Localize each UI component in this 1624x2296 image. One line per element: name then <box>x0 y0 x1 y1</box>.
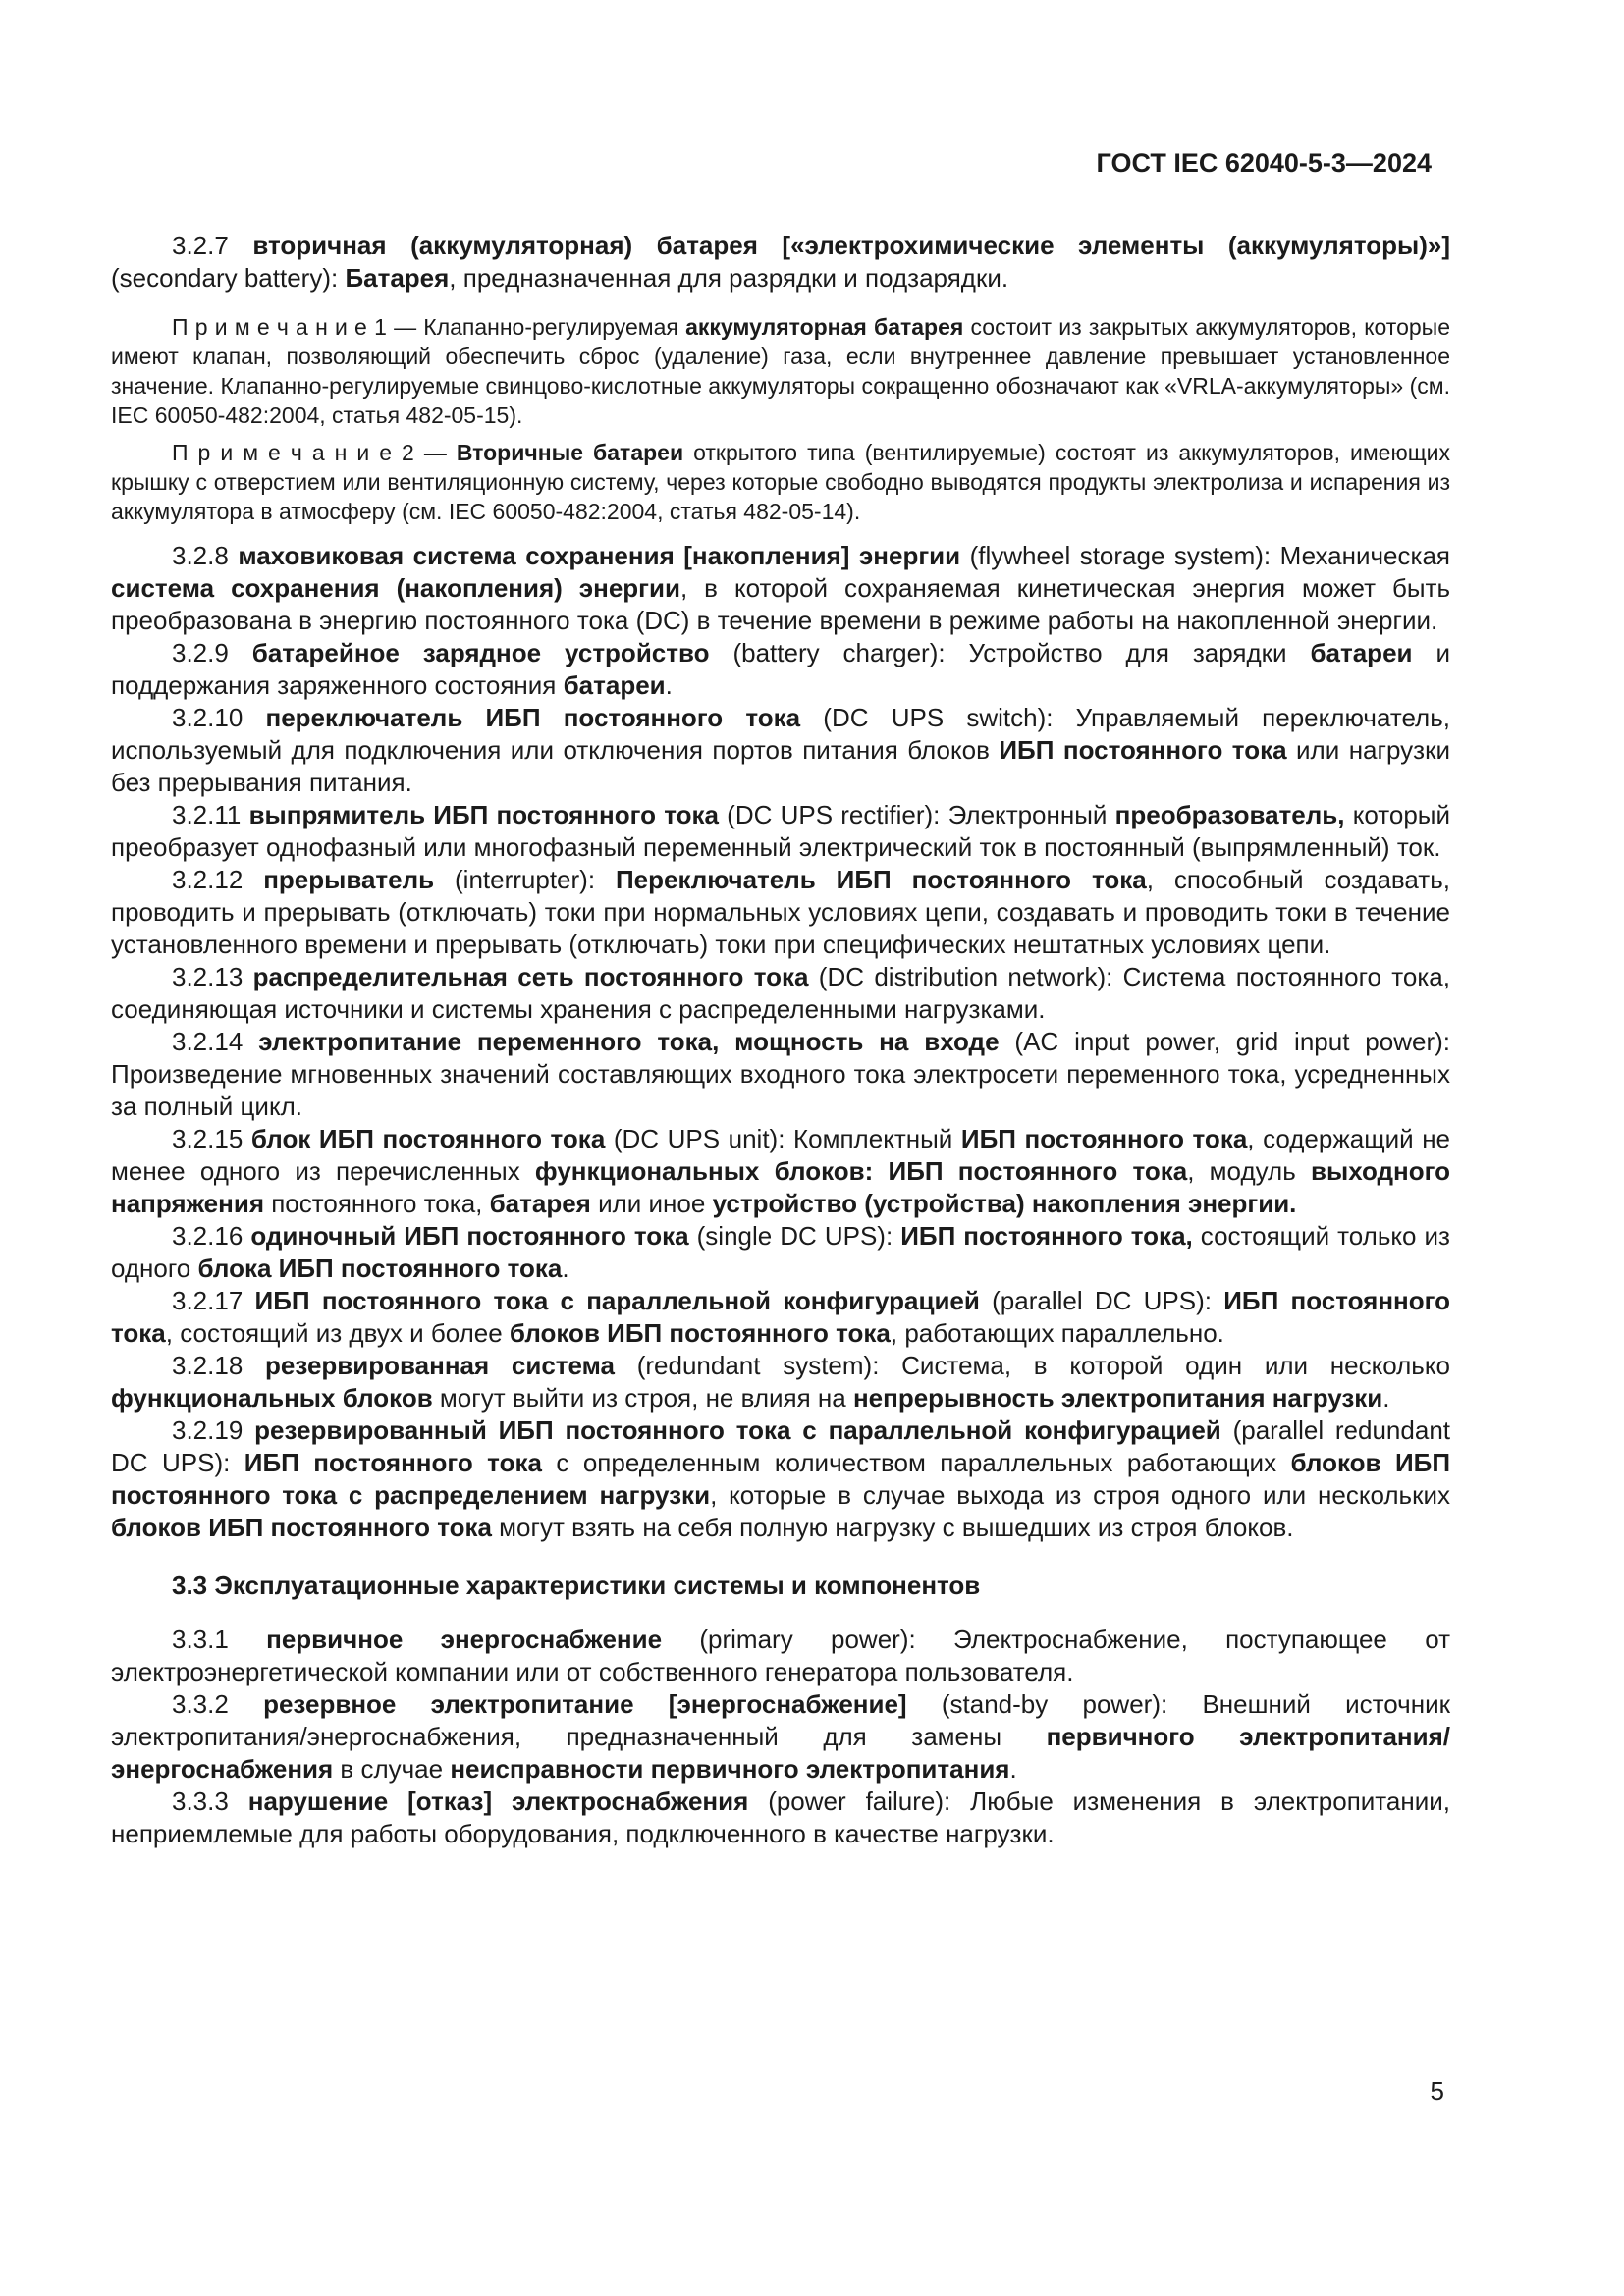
paragraph: 3.2.12 прерыватель (interrupter): Переключатель ИБП постоянного тока, способный создавать, проводить и прерывать (отключать) токи при нормальных условиях цепи, создавать и проводить токи в течение установленного времени и прерывать (отключать) токи при специфических нештатных условиях цепи. <box>111 865 1450 959</box>
paragraph: 3.2.17 ИБП постоянного тока с параллельной конфигурацией (parallel DC UPS): ИБП постоянного тока, состоящий из двух и более блоков ИБП постоянного тока, работающих параллельно. <box>111 1286 1450 1348</box>
paragraph: 3.2.19 резервированный ИБП постоянного тока с параллельной конфигурацией (parallel redundant DC UPS): ИБП постоянного тока с определенным количеством параллельных работающих блоков ИБП постоянного тока с распределением нагрузки, которые в случае выхода из строя одного или нескольких блоков ИБП постоянного тока могут взять на себя полную нагрузку с вышедших из строя блоков. <box>111 1415 1451 1542</box>
section-heading: 3.3 Эксплуатационные характеристики системы и компонентов <box>172 1571 981 1600</box>
paragraph: 3.2.11 выпрямитель ИБП постоянного тока (DC UPS rectifier): Электронный преобразователь, который преобразует однофазный или многофазный переменный электрический ток в постоянный (выпрямленный) ток. <box>111 800 1450 862</box>
paragraph: 3.2.14 электропитание переменного тока, мощность на входе (AC input power, grid input power): Произведение мгновенных значений составляющих входного тока электросети переменного тока, усредненных за полный цикл. <box>111 1027 1450 1121</box>
paragraph: 3.2.15 блок ИБП постоянного тока (DC UPS unit): Комплектный ИБП постоянного тока, содержащий не менее одного из перечисленных функциональных блоков: ИБП постоянного тока, модуль выходного напряжения постоянного тока, батарея или иное устройство (устройства) накопления энергии. <box>111 1124 1451 1218</box>
paragraph: 3.3.2 резервное электропитание [энергоснабжение] (stand-by power): Внешний источник электропитания/энергоснабжения, предназначенный для замены первичного электропитания/энергоснабжения в случае неисправности первичного электропитания. <box>111 1689 1450 1784</box>
page-number: 5 <box>1430 2076 1444 2106</box>
running-header: ГОСТ IEC 62040-5-3—2024 <box>1096 148 1432 178</box>
paragraph: 3.2.7 вторичная (аккумуляторная) батарея [«электрохимические элементы (аккумуляторы)»] (secondary battery): Батарея, предназначенная для разрядки и подзарядки. <box>111 231 1450 293</box>
paragraph: 3.2.8 маховиковая система сохранения [накопления] энергии (flywheel storage system): Механическая система сохранения (накопления) энергии, в которой сохраняемая кинетическая энергия может быть преобразована в энергию постоянного тока (DC) в течение времени в режиме работы на накопленной энергии. <box>111 541 1450 635</box>
document-body <box>111 230 1450 1850</box>
paragraph: 3.2.18 резервированная система (redundant system): Система, в которой один или несколько функциональных блоков могут выйти из строя, не влияя на непрерывность электропитания нагрузки. <box>111 1351 1450 1413</box>
paragraph: 3.2.9 батарейное зарядное устройство (battery charger): Устройство для зарядки батареи и поддержания заряженного состояния батареи. <box>111 638 1450 700</box>
paragraph: 3.3.1 первичное энергоснабжение (primary power): Электроснабжение, поступающее от электроэнергетической компании или от собственного генератора пользователя. <box>111 1625 1450 1686</box>
paragraph: 3.2.13 распределительная сеть постоянного тока (DC distribution network): Система постоянного тока, соединяющая источники и системы хранения с распределенными нагрузками. <box>111 962 1450 1024</box>
paragraph: 3.2.10 переключатель ИБП постоянного тока (DC UPS switch): Управляемый переключатель, используемый для подключения или отключения портов питания блоков ИБП постоянного тока или нагрузки без прерывания питания. <box>111 703 1450 797</box>
paragraph: 3.2.16 одиночный ИБП постоянного тока (single DC UPS): ИБП постоянного тока, состоящий только из одного блока ИБП постоянного тока. <box>111 1221 1450 1283</box>
paragraph: 3.3.3 нарушение [отказ] электроснабжения (power failure): Любые изменения в электропитании, неприемлемые для работы оборудования, подключенного в качестве нагрузки. <box>111 1787 1450 1848</box>
note-paragraph: П р и м е ч а н и е 1 — Клапанно-регулируемая аккумуляторная батарея состоит из закрытых аккумуляторов, которые имеют клапан, позволяющий обеспечить сброс (удаление) газа, если внутреннее давление превышает установленное значение. Клапанно-регулируемые свинцово-кислотные аккумуляторы сокращенно обозначают как «VRLA-аккумуляторы» (см. IEC 60050-482:2004, статья 482-05-15). <box>111 314 1450 428</box>
note-paragraph: П р и м е ч а н и е 2 — Вторичные батареи открытого типа (вентилируемые) состоят из аккумуляторов, имеющих крышку с отверстием или вентиляционную систему, через которые свободно выводятся продукты электролиза и испарения из аккумулятора в атмосферу (см. IEC 60050-482:2004, статья 482-05-14). <box>111 440 1450 524</box>
